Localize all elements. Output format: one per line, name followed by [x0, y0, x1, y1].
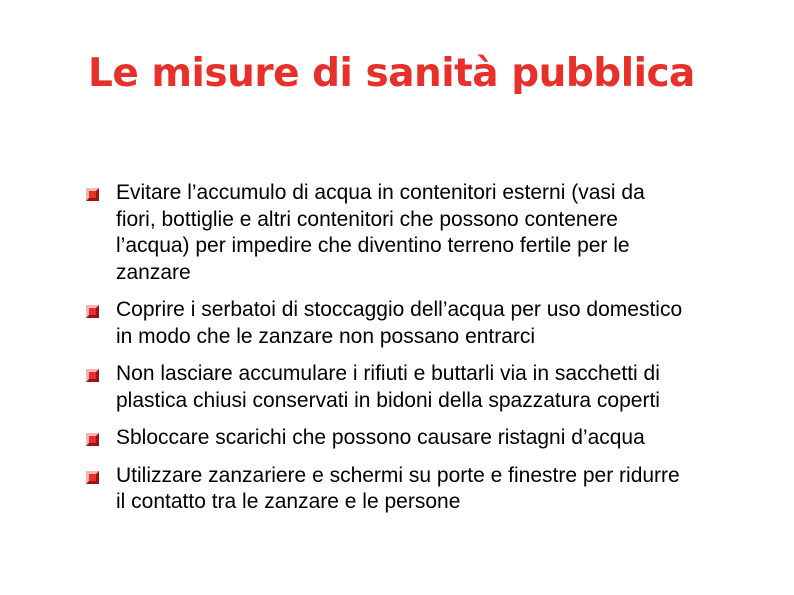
bullet-item: [86, 425, 686, 452]
bullet-text: Sbloccare scarichi che possono causare ristagni d’acqua: [116, 426, 645, 449]
slide-title: Le misure di sanità pubblica: [88, 51, 695, 96]
bullet-text: Evitare l’accumulo di acqua in contenitori esterni (vasi da fiori, bottiglie e altri contenitori che possono contenere l’acqua) per impedire che diventino terreno fertile per le zanzare: [116, 181, 645, 284]
red-square-bullet-icon: [86, 433, 99, 446]
bullet-text: Utilizzare zanzariere e schermi su porte e finestre per ridurre il contatto tra le zanzare e le persone: [116, 463, 680, 513]
bullet-item: [86, 180, 686, 286]
bullet-item: [86, 463, 686, 516]
red-square-bullet-icon: [86, 369, 99, 382]
bullet-list: [86, 180, 686, 527]
bullet-text: Non lasciare accumulare i rifiuti e buttarli via in sacchetti di plastica chiusi conservati in bidoni della spazzatura coperti: [116, 362, 660, 412]
red-square-bullet-icon: [86, 188, 99, 201]
bullet-text: Coprire i serbatoi di stoccaggio dell’acqua per uso domestico in modo che le zanzare non possano entrarci: [116, 298, 683, 348]
bullet-item: [86, 361, 686, 414]
red-square-bullet-icon: [86, 305, 99, 318]
red-square-bullet-icon: [86, 471, 99, 484]
bullet-item: [86, 297, 686, 350]
